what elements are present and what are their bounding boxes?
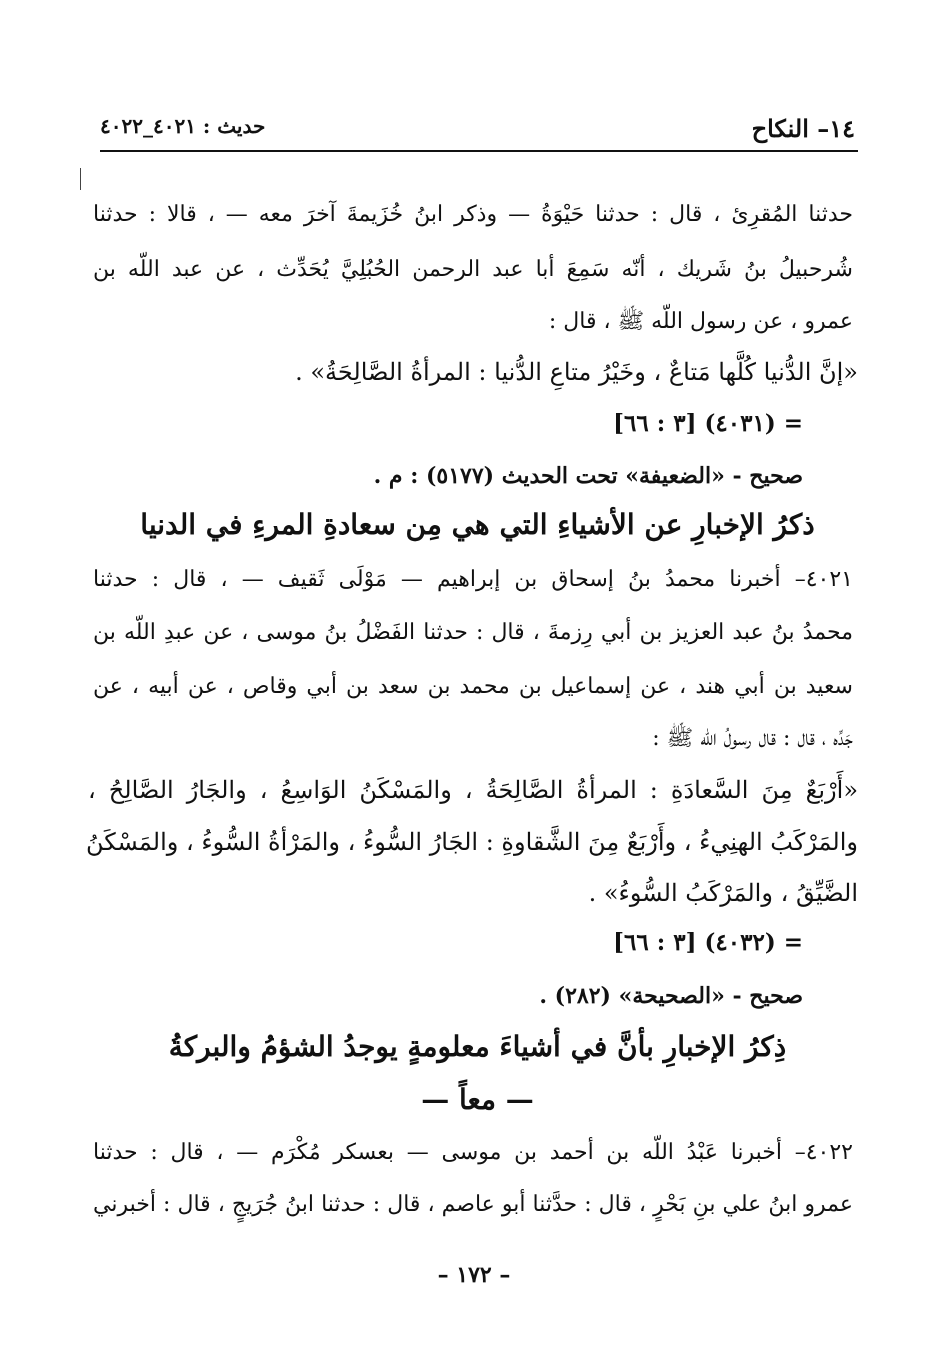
running-header bbox=[100, 108, 855, 144]
hadith-matn: والمَرْكَبُ الهنِيءُ ، وأَرْبَعٌ مِنَ الشَّقاوةِ : الجَارُ السُّوءُ ، والمَرْأةُ السُّوءُ ، والمَسْكَنُ bbox=[85, 828, 858, 856]
isnad-line: محمدُ بنُ عبد العزيز بن أبي رِزمةَ ، قال : حدثنا الفَضْلُ بنُ موسى ، عن عبدِ اللّه بن bbox=[93, 620, 853, 645]
hadith-range: حديث : ٤٠٢١_٤٠٢٢ bbox=[100, 114, 266, 138]
isnad-line: جَدِّه ، قال : قال رسولُ اللّه ﷺ : bbox=[652, 726, 853, 751]
margin-mark bbox=[80, 168, 81, 190]
hadith-grade: صحيح - «الضعيفة» تحت الحديث (٥١٧٧) : م . bbox=[373, 463, 803, 489]
isnad-line: شُرحبيلُ بنُ شَريك ، أنّه سَمِعَ أبا عبد الرحمن الحُبُلِيَّ يُحَدِّث ، عن عبد اللّه بن bbox=[93, 257, 853, 282]
isnad-line: حدثنا المُقرِئ ، قال : حدثنا حَيْوَةُ — وذكر ابنُ خُزَيمةَ آخرَ معه — ، قالا : حدثنا bbox=[93, 202, 853, 227]
hadith-matn: «إنَّ الدُّنيا كُلَّها مَتاعٌ ، وخَيْرُ متاعِ الدُّنيا : المرأةُ الصَّالِحَةُ» . bbox=[295, 358, 858, 386]
isnad-line: عمرو ابنُ علي بنِ بَحْرٍ ، قال : حدَّثنا أبو عاصم ، قال : حدثنا ابنُ جُرَيجٍ ، قال : أخبرني bbox=[93, 1192, 854, 1217]
section-heading-subtitle: — معاً — bbox=[421, 1083, 534, 1116]
hadith-grade: صحيح - «الصحيحة» (٢٨٢) . bbox=[539, 983, 803, 1009]
isnad-line: ٤٠٢٢– أخبرنا عَبْدُ اللّه بن أحمد بن موسى — بعسكر مُكْرَم — ، قال : حدثنا bbox=[93, 1140, 853, 1165]
page-number: – ١٧٢ – bbox=[437, 1262, 511, 1288]
section-heading: ذِكرُ الإخبارِ بأنَّ في أشياءَ معلومةٍ يوجدُ الشؤمُ والبركةُ bbox=[168, 1030, 787, 1063]
isnad-line: ٤٠٢١– أخبرنا محمدُ بنُ إسحاق بن إبراهيم — مَوْلَى ثَقيف — ، قال : حدثنا bbox=[93, 567, 853, 592]
header-divider bbox=[100, 150, 858, 152]
hadith-matn: «أَرْبَعٌ مِنَ السَّعادَةِ : المرأةُ الصَّالِحَةُ ، والمَسْكَنُ الوَاسِعُ ، والجَارُ الصَّالِحُ ، bbox=[88, 776, 858, 804]
cross-reference: = (٤٠٣١) [٣ : ٦٦] bbox=[613, 410, 803, 437]
section-heading: ذكرُ الإخبارِ عن الأشياءِ التي هي مِن سعادةِ المرءِ في الدنيا bbox=[140, 508, 815, 541]
isnad-line: عمرو ، عن رسول اللّه ﷺ ، قال : bbox=[548, 309, 853, 334]
chapter-title: ١٤– النكاح bbox=[751, 114, 855, 143]
isnad-line: سعيد بن أبي هند ، عن إسماعيل بن محمد بن سعد بن أبي وقاص ، عن أبيه ، عن bbox=[93, 674, 853, 699]
cross-reference: = (٤٠٣٢) [٣ : ٦٦] bbox=[613, 929, 803, 956]
hadith-matn: الضَّيِّقُ ، والمَرْكَبُ السُّوءُ» . bbox=[588, 879, 858, 907]
